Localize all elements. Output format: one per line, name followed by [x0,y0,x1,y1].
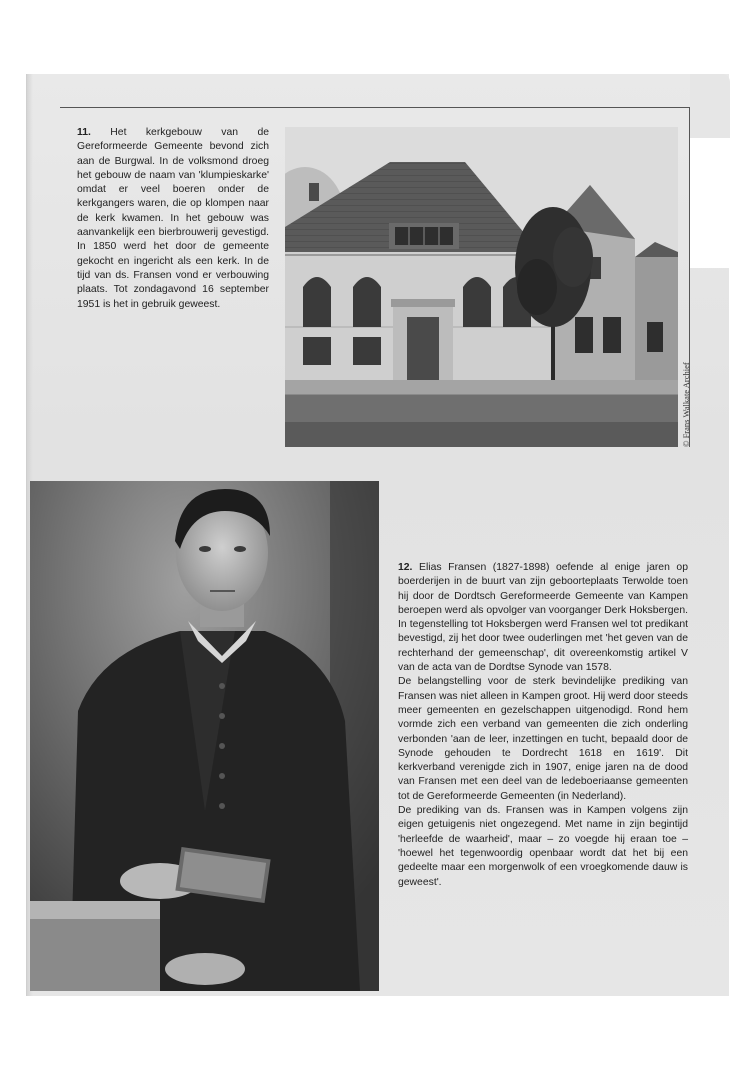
caption-12-paragraph-2: De belangstelling voor de sterk bevindelijke prediking van Fransen was niet alleen in Kampen groot. Hij werd door steeds meer gemeenten en gezelschappen uitgenodigd. Rond hem vormde zich een verband van gemeenten die zich onderling verbonden 'aan de leer, inzettingen en tucht, bepaald door de Synode gehouden te Dordrecht 1618 en 1619'. Dit kerkverband verenigde zich in 1907, enige jaren na de dood van Fransen met een deel van de ledeboeriaanse gemeenten tot de Gereformeerde Gemeenten (in Nederland). [398,676,688,802]
page-tab-edge [690,74,730,138]
caption-11-number: 11. [77,127,91,138]
page-tab-cutout [690,138,738,268]
caption-12-paragraph-3: De prediking van ds. Fransen was in Kampen volgens zijn eigen getuigenis niet ongezegend. Met name in zijn begintijd 'herleefde de waarheid', maar – zo voegde hij eraan toe – 'hoewel het tegenwoordig openbaar wordt dat het bij een gedeelte maar een morgenwolk of een vroegkomende dauw is geweest'. [398,805,688,888]
photo-credit: © Frans Walkate Archief [681,362,691,447]
caption-12 [398,561,688,890]
top-rule [60,107,690,108]
caption-11 [77,126,269,312]
caption-11-text: Het kerkgebouw van de Gereformeerde Gemeente bevond zich aan de Burgwal. In de volksmond droeg het gebouw de naam van 'klumpieskarke' omdat er veel boeren onder de kerkgangers waren, die op klompen naar de kerk kwamen. In het gebouw was aanvankelijk een bierbrouwerij gevestigd. In 1850 werd het door de gemeente gekocht en ingericht als een kerk. In de tijd van ds. Fransen vond er verbouwing plaats. Tot zondagavond 16 september 1951 is het in gebruik geweest. [77,127,269,310]
caption-12-number: 12. [398,562,413,573]
portrait-photo [30,481,379,991]
church-photo [285,127,678,447]
portrait-illustration [30,481,379,991]
church-illustration [285,127,678,447]
caption-12-paragraph-1: Elias Fransen (1827-1898) oefende al enige jaren op boerderijen in de buurt van zijn geboorteplaats Terwolde toen hij door de Dordtsch Gereformeerde Gemeente van Kampen beroepen werd als opvolger van voorganger Derk Hoksbergen. In tegenstelling tot Hoksbergen werd Fransen wel tot predikant bevestigd, zij het door twee ouderlingen met 'het geven van de rechterhand der gemeenschap', dit overeenkomstig artikel V van de acta van de Dordtse Synode van 1578. [398,562,688,674]
